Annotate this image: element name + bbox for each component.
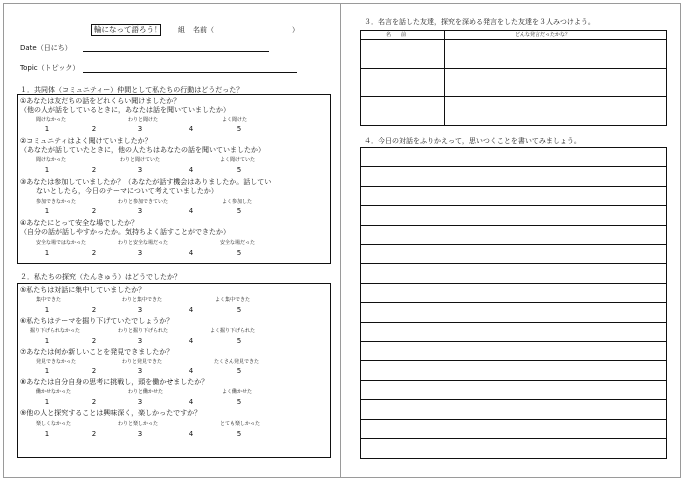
question-4-option-1[interactable]: 1 (44, 249, 50, 257)
question-4-label-high: 安全な場だった (220, 240, 256, 246)
question-5-text: ⑤私たちは対話に集中していましたか？ (20, 286, 146, 294)
friends-table (360, 30, 667, 126)
question-1-option-2[interactable]: 2 (91, 125, 97, 133)
col-remark-header: どんな発言だったかな？ (515, 32, 571, 38)
reflection-box[interactable] (360, 147, 667, 459)
question-1-text: ①あなたは友だちの話をどれくらい聞けましたか？ (20, 97, 181, 105)
question-6-label-high: よく掘り下げられた (210, 328, 256, 334)
question-7-option-1[interactable]: 1 (44, 367, 50, 375)
question-6-option-3[interactable]: 3 (137, 337, 143, 345)
ruled-line (360, 166, 667, 167)
question-8-label-low: 働かせなかった (36, 389, 72, 395)
ruled-line (360, 244, 667, 245)
question-7-option-2[interactable]: 2 (91, 367, 97, 375)
question-4-option-4[interactable]: 4 (188, 249, 194, 257)
question-3-text: ③あなたは参加していましたか？（あなたが話す機会はありましたか。話してい (20, 178, 272, 186)
question-7-label-low: 発見できなかった (36, 359, 77, 365)
question-2-label-low: 聞けなかった (36, 157, 67, 163)
question-8-option-4[interactable]: 4 (188, 398, 194, 406)
question-7-text: ⑦あなたは何か新しいことを発見できましたか？ (20, 348, 174, 356)
question-6-option-1[interactable]: 1 (44, 337, 50, 345)
question-2-label-mid: わりと聞けていた (120, 157, 161, 163)
question-8-label-high: よく働かせた (222, 389, 253, 395)
question-2-option-2[interactable]: 2 (91, 166, 97, 174)
question-4-label-low: 安全な場ではなかった (36, 240, 87, 246)
ruled-line (360, 302, 667, 303)
question-1-label-mid: わりと聞けた (128, 117, 159, 123)
question-1-option-4[interactable]: 4 (188, 125, 194, 133)
question-9-label-low: 楽しくなかった (36, 421, 72, 427)
question-5-option-2[interactable]: 2 (91, 306, 97, 314)
class-label: 組 (178, 26, 185, 34)
question-9-label-high: とても楽しかった (220, 421, 261, 427)
ruled-line (360, 360, 667, 361)
question-7-option-4[interactable]: 4 (188, 367, 194, 375)
question-9-option-5[interactable]: 5 (236, 430, 242, 438)
question-2-text: ②コミュニティはよく聞けていましたか？ (20, 137, 152, 145)
question-4-label-mid: わりと安全な場だった (118, 240, 169, 246)
topic-field[interactable] (83, 72, 297, 73)
date-field[interactable] (83, 51, 269, 52)
question-5-label-mid: わりと集中できた (122, 297, 163, 303)
question-5-label-high: よく集中できた (215, 297, 251, 303)
topic-label: Topic（トピック） (20, 64, 80, 72)
question-2-option-1[interactable]: 1 (44, 166, 50, 174)
question-6-option-2[interactable]: 2 (91, 337, 97, 345)
question-6-option-5[interactable]: 5 (236, 337, 242, 345)
question-6-text: ⑥私たちはテーマを掘り下げていたでしょうか？ (20, 317, 174, 325)
question-7-option-3[interactable]: 3 (137, 367, 143, 375)
name-label: 名前（ (193, 26, 214, 34)
question-3-subtext: ないとしたら，今日のテーマについて考えていましたか） (36, 187, 218, 195)
question-8-text: ⑧あなたは自分自身の思考に挑戦し，頭を働かせましたか？ (20, 378, 209, 386)
ruled-line (360, 341, 667, 342)
section1-heading: １．共同体（コミュニティー）仲間として私たちの行動はどうだった？ (20, 86, 244, 94)
question-9-option-2[interactable]: 2 (91, 430, 97, 438)
friends-table-col-divider (444, 30, 445, 126)
question-3-option-2[interactable]: 2 (91, 207, 97, 215)
question-3-label-high: よく参加した (222, 199, 253, 205)
date-label: Date（日にち） (20, 44, 72, 52)
question-8-option-3[interactable]: 3 (137, 398, 143, 406)
question-9-text: ⑨他の人と探究することは興味深く，楽しかったですか？ (20, 409, 202, 417)
ruled-line (360, 322, 667, 323)
question-8-label-mid: わりと働かせた (128, 389, 164, 395)
page-divider (340, 3, 341, 478)
ruled-line (360, 399, 667, 400)
question-2-subtext: （あなたが話していたときに，他の人たちはあなたの話を聞いていましたか） (20, 146, 265, 154)
ruled-line (360, 263, 667, 264)
question-5-option-5[interactable]: 5 (236, 306, 242, 314)
ruled-line (360, 186, 667, 187)
worksheet-title: 輪になって語ろう！ (94, 25, 162, 34)
question-4-option-5[interactable]: 5 (236, 249, 242, 257)
question-5-option-1[interactable]: 1 (44, 306, 50, 314)
question-8-option-1[interactable]: 1 (44, 398, 50, 406)
question-7-label-mid: わりと発見できた (122, 359, 163, 365)
question-2-option-3[interactable]: 3 (137, 166, 143, 174)
question-3-option-1[interactable]: 1 (44, 207, 50, 215)
question-4-option-2[interactable]: 2 (91, 249, 97, 257)
section4-heading: ４．今日の対話をふりかえって，思いつくことを書いてみましょう。 (364, 137, 581, 145)
question-7-label-high: たくさん発見できた (214, 359, 260, 365)
question-5-option-4[interactable]: 4 (188, 306, 194, 314)
question-3-option-3[interactable]: 3 (137, 207, 143, 215)
ruled-line (360, 380, 667, 381)
question-6-label-low: 掘り下げられなかった (30, 328, 81, 334)
question-9-label-mid: わりと楽しかった (118, 421, 159, 427)
question-4-text: ④あなたにとって安全な場でしたか？ (20, 219, 139, 227)
ruled-line (360, 283, 667, 284)
ruled-line (360, 419, 667, 420)
question-6-label-mid: わりと掘り下げられた (118, 328, 169, 334)
question-5-option-3[interactable]: 3 (137, 306, 143, 314)
ruled-line (360, 438, 667, 439)
name-close: ） (292, 26, 299, 34)
question-1-subtext: （他の人が話をしているときに，あなたは話を聞いていましたか） (20, 106, 230, 114)
question-4-option-3[interactable]: 3 (137, 249, 143, 257)
question-4-subtext: （自分の話が話しやすかったか。気持ちよく話すことができたか） (20, 228, 230, 236)
question-8-option-5[interactable]: 5 (236, 398, 242, 406)
question-3-label-mid: わりと参加できていた (118, 199, 169, 205)
ruled-line (360, 205, 667, 206)
question-5-label-low: 集中できた (36, 297, 62, 303)
friends-table-row-rule (360, 68, 667, 69)
question-6-option-4[interactable]: 4 (188, 337, 194, 345)
friends-table-row-rule (360, 96, 667, 97)
question-1-option-3[interactable]: 3 (137, 125, 143, 133)
question-1-option-1[interactable]: 1 (44, 125, 50, 133)
question-1-option-5[interactable]: 5 (236, 125, 242, 133)
question-3-option-4[interactable]: 4 (188, 207, 194, 215)
ruled-line (360, 225, 667, 226)
question-7-option-5[interactable]: 5 (236, 367, 242, 375)
question-1-label-low: 聞けなかった (36, 117, 67, 123)
friends-table-header-rule (360, 39, 667, 40)
question-1-label-high: よく聞けた (222, 117, 248, 123)
question-2-label-high: よく聞けていた (220, 157, 256, 163)
question-2-option-4[interactable]: 4 (188, 166, 194, 174)
question-8-option-2[interactable]: 2 (91, 398, 97, 406)
question-3-option-5[interactable]: 5 (236, 207, 242, 215)
section2-heading: ２．私たちの探究（たんきゅう）はどうでしたか？ (20, 273, 181, 281)
question-9-option-4[interactable]: 4 (188, 430, 194, 438)
section2-box (17, 283, 331, 458)
section3-heading: ３．名言を話した友達，探究を深める発言をした友達を３人みつけよう。 (364, 18, 595, 26)
col-name-header: 名 前 (386, 32, 407, 38)
question-9-option-1[interactable]: 1 (44, 430, 50, 438)
question-3-label-low: 参加できなかった (36, 199, 77, 205)
question-2-option-5[interactable]: 5 (236, 166, 242, 174)
question-9-option-3[interactable]: 3 (137, 430, 143, 438)
